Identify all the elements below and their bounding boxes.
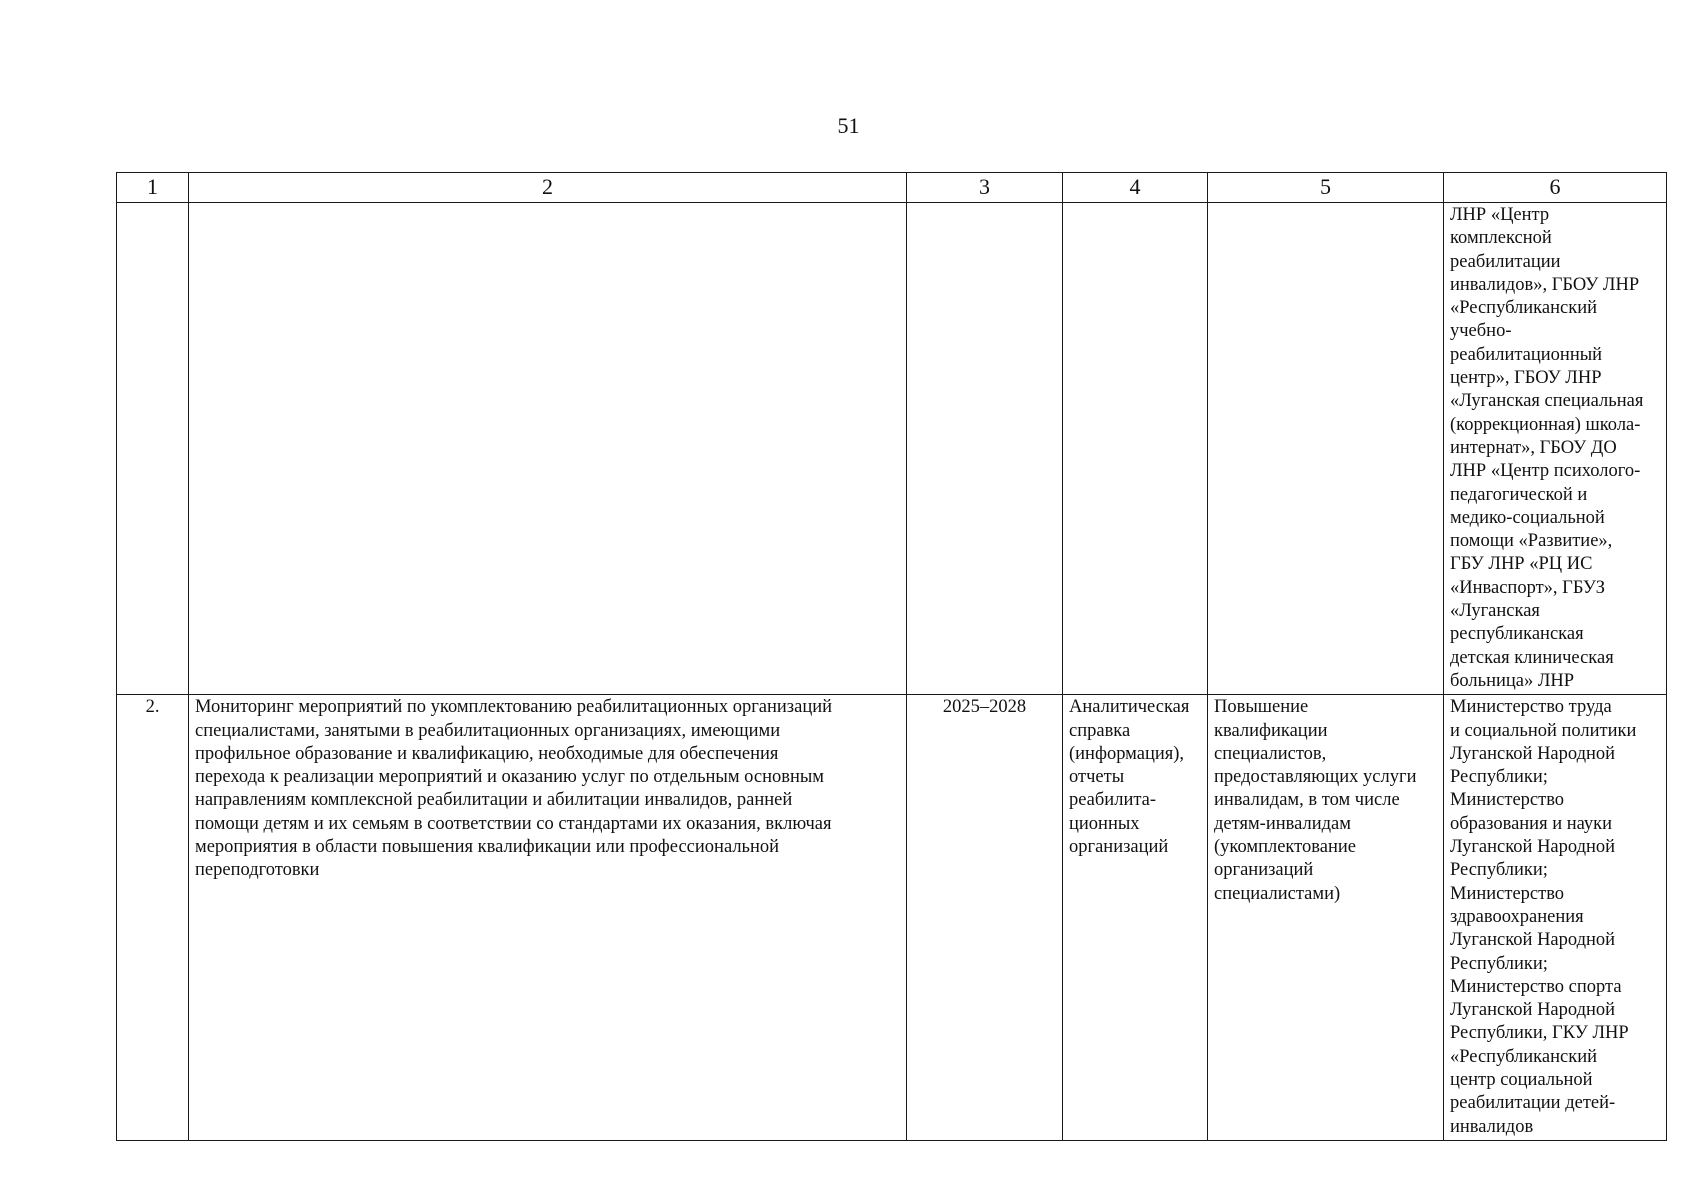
description-cell: [189, 203, 907, 695]
column-header: 1: [117, 173, 189, 203]
column-header: 4: [1063, 173, 1208, 203]
column-header: 5: [1208, 173, 1444, 203]
column-header: 3: [907, 173, 1063, 203]
table-row: [117, 695, 1667, 1141]
column-header: 6: [1444, 173, 1667, 203]
period-cell: [907, 203, 1063, 695]
table-header-row: [117, 173, 1667, 203]
responsible-cell: ЛНР «Центр комплексной реабилитации инвалидов», ГБОУ ЛНР «Республиканский учебно- реабилитационный центр», ГБОУ ЛНР «Луганская специальная (коррекционная) школа- интернат», ГБОУ ДО ЛНР «Центр психолого- педагогической и медико-социальной помощи «Развитие», ГБУ ЛНР «РЦ ИС «Инваспорт», ГБУЗ «Луганская республиканская детская клиническая больница» ЛНР: [1444, 203, 1667, 695]
column-header: 2: [189, 173, 907, 203]
row-number-cell: 2.: [117, 695, 189, 1141]
activities-table: [116, 172, 1667, 1141]
expected-result-cell: [1208, 203, 1444, 695]
period-cell: 2025–2028: [907, 695, 1063, 1141]
responsible-cell: Министерство труда и социальной политики Луганской Народной Республики; Министерство образования и науки Луганской Народной Республики; Министерство здравоохранения Луганской Народной Республики; Министерство спорта Луганской Народной Республики, ГКУ ЛНР «Республиканский центр социальной реабилитации детей- инвалидов: [1444, 695, 1667, 1141]
description-cell: Мониторинг мероприятий по укомплектованию реабилитационных организаций специалистами, занятыми в реабилитационных организациях, имеющими профильное образование и квалификацию, необходимые для обеспечения перехода к реализации мероприятий и оказанию услуг по отдельным основным направлениям комплексной реабилитации и абилитации инвалидов, ранней помощи детям и их семьям в соответствии со стандартами их оказания, включая мероприятия в области повышения квалификации или профессиональной переподготовки: [189, 695, 907, 1141]
row-number-cell: [117, 203, 189, 695]
expected-result-cell: Повышение квалификации специалистов, предоставляющих услуги инвалидам, в том числе детям-инвалидам (укомплектование организаций специалистами): [1208, 695, 1444, 1141]
result-form-cell: [1063, 203, 1208, 695]
table-row: [117, 203, 1667, 695]
page-number: 51: [837, 113, 860, 138]
result-form-cell: Аналитическая справка (информация), отчеты реабилита- ционных организаций: [1063, 695, 1208, 1141]
